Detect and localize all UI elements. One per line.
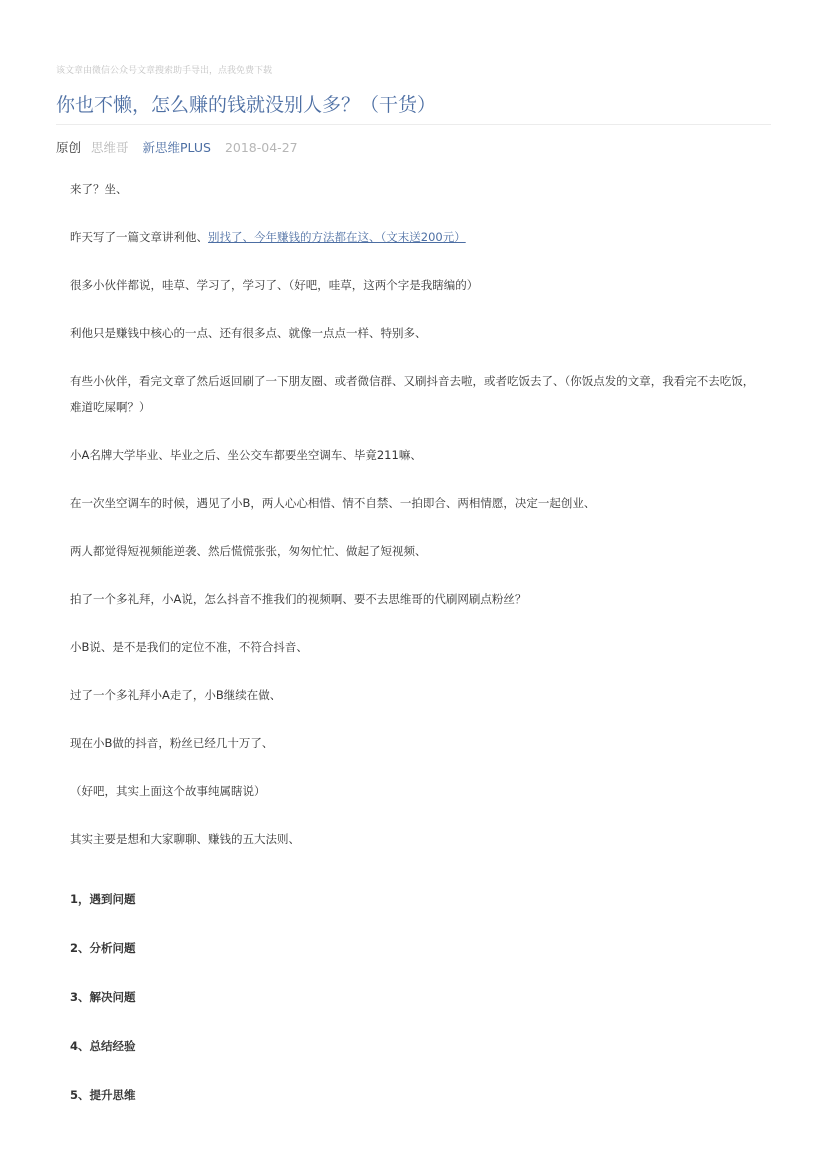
paragraph: 在一次坐空调车的时候，遇见了小B，两人心心相惜、情不自禁、一拍即合、两相情愿，决定一起创业、 [70, 496, 596, 510]
paragraph: 拍了一个多礼拜，小A说，怎么抖音不推我们的视频啊、要不去思维哥的代刷网刷点粉丝？ [70, 592, 527, 606]
list-item: 2、分析问题 [70, 941, 136, 955]
article-meta [56, 140, 298, 156]
list-item: 4、总结经验 [70, 1039, 136, 1053]
list-item: 5、提升思维 [70, 1088, 136, 1102]
paragraph: 利他只是赚钱中核心的一点、还有很多点、就像一点点一样、特别多、 [70, 326, 427, 340]
account-name-link[interactable]: 新思维PLUS [142, 140, 211, 155]
paragraph: 其实主要是想和大家聊聊、赚钱的五大法则、 [70, 832, 300, 846]
spacer [70, 874, 760, 886]
article-title: 你也不懒，怎么赚的钱就没别人多？（干货） [56, 94, 437, 116]
original-label: 原创 [56, 140, 82, 155]
paragraph: 来了？坐、 [70, 182, 128, 196]
export-note-link[interactable]: 该文章由微信公众号文章搜索助手导出，点我免费下载 [56, 66, 273, 76]
paragraph-text: 昨天写了一篇文章讲利他、 [70, 230, 208, 244]
paragraph: 很多小伙伴都说，哇草、学习了，学习了、（好吧，哇草，这两个字是我瞎编的） [70, 278, 479, 292]
paragraph: 有些小伙伴，看完文章了然后返回刷了一下朋友圈、或者微信群、又刷抖音去啦，或者吃饭去了、（你饭点发的文章，我看完不去吃饭，难道吃屎啊？） [70, 374, 755, 414]
author-name: 思维哥 [91, 140, 129, 155]
article-body [70, 176, 760, 1131]
paragraph: 现在小B做的抖音，粉丝已经几十万了、 [70, 736, 274, 750]
publish-date: 2018-04-27 [224, 140, 298, 155]
paragraph: 小B说、是不是我们的定位不准，不符合抖音、 [70, 640, 308, 654]
list-item: 3、解决问题 [70, 990, 136, 1004]
related-article-link[interactable]: 别找了、今年赚钱的方法都在这、（文末送200元） [208, 230, 466, 244]
paragraph: 小A名牌大学毕业、毕业之后、坐公交车都要坐空调车、毕竟211嘛、 [70, 448, 422, 462]
paragraph: 两人都觉得短视频能逆袭、然后慌慌张张，匆匆忙忙、做起了短视频、 [70, 544, 427, 558]
paragraph [70, 224, 760, 250]
paragraph: 过了一个多礼拜小A走了，小B继续在做、 [70, 688, 282, 702]
title-divider [56, 124, 771, 125]
paragraph: （好吧，其实上面这个故事纯属瞎说） [70, 784, 266, 798]
list-item: 1，遇到问题 [70, 892, 136, 906]
